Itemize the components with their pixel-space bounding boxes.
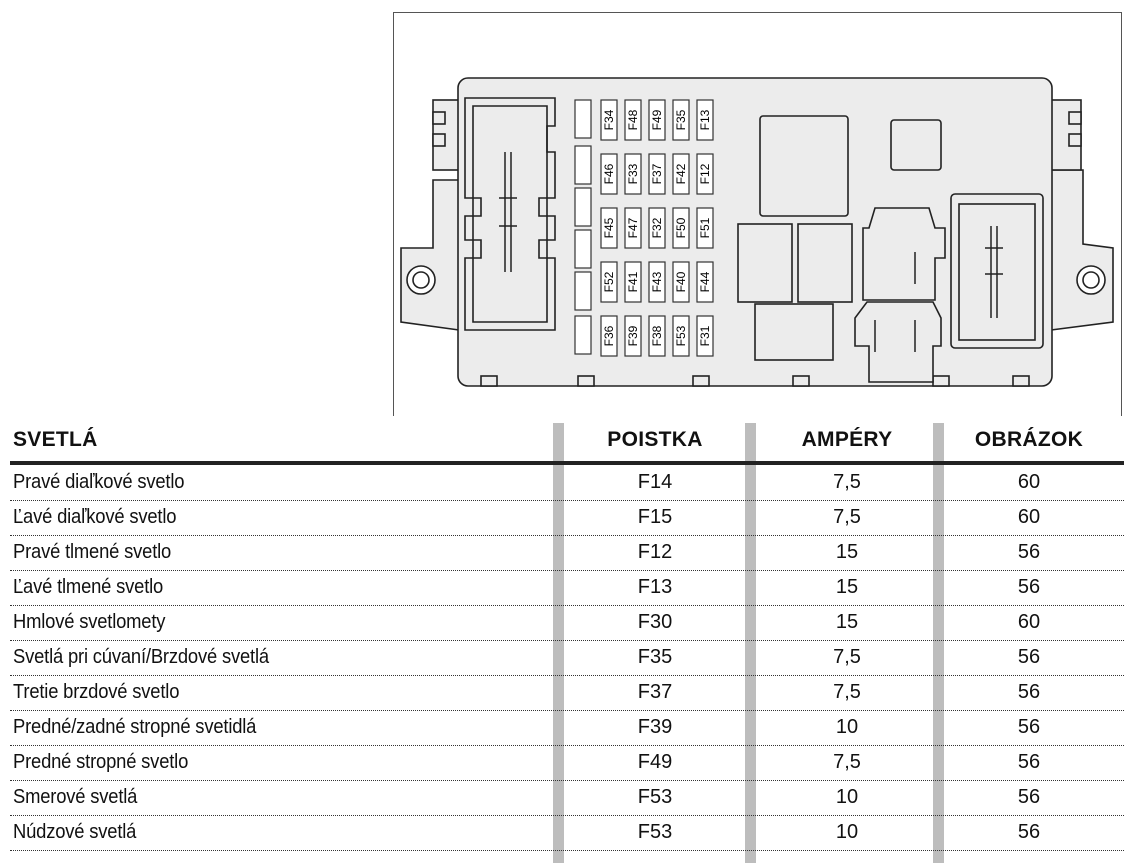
fuse-number-cell: F12 [637,541,673,563]
light-name-cell: Smerové svetlá [13,786,138,808]
amperage-cell: 7,5 [833,751,861,773]
relay-large [760,116,848,216]
right-mounting-ear [1051,170,1113,330]
fuse-label: F32 [650,217,664,239]
fuse-number-cell: F49 [637,751,673,773]
fuse-label: F52 [602,271,616,293]
light-name-cell: Predné stropné svetlo [13,751,189,773]
fuse-label: F40 [674,271,688,293]
light-name-cell: Pravé diaľkové svetlo [13,471,185,493]
fuse-label: F35 [674,109,688,131]
fuse-label: F37 [650,163,664,185]
fuse-number-cell: F30 [637,611,673,633]
amperage-cell: 10 [835,786,859,808]
fuse-label: F12 [698,163,712,185]
fuse-label: F36 [602,325,616,347]
light-name-cell: Hmlové svetlomety [13,611,166,633]
fuse-number-cell: F39 [637,716,673,738]
light-name-cell: Svetlá pri cúvaní/Brzdové svetlá [13,646,269,668]
relay-small-top [891,120,941,170]
figure-number-cell: 60 [1017,506,1041,528]
light-name-cell: Ľavé diaľkové svetlo [13,506,177,528]
figure-number-cell: 56 [1017,821,1041,843]
amperage-cell: 7,5 [833,646,861,668]
header-poistka: POISTKA [607,428,703,451]
fuse-label: F33 [626,163,640,185]
relay-bottom [755,304,833,360]
fuse-label: F47 [626,217,640,239]
figure-number-cell: 56 [1017,576,1041,598]
amperage-cell: 10 [835,716,859,738]
fuse-label: F41 [626,271,640,293]
light-name-cell: Núdzové svetlá [13,821,137,843]
amperage-cell: 7,5 [833,471,861,493]
figure-number-cell: 56 [1017,751,1041,773]
amperage-cell: 15 [835,541,859,563]
fuse-number-cell: F15 [637,506,673,528]
table-row [10,780,1124,816]
fuse-label: F45 [602,217,616,239]
header-obrazok: OBRÁZOK [974,428,1084,451]
fuse-label: F50 [674,217,688,239]
fuse-label: F44 [698,271,712,293]
amperage-cell: 7,5 [833,506,861,528]
figure-number-cell: 56 [1017,541,1041,563]
amperage-cell: 15 [835,611,859,633]
figure-number-cell: 60 [1017,471,1041,493]
header-svetla: SVETLÁ [13,428,98,451]
table-row [10,640,1124,676]
light-name-cell: Tretie brzdové svetlo [13,681,180,703]
figure-number-cell: 56 [1017,646,1041,668]
table-row [10,675,1124,711]
amperage-cell: 7,5 [833,681,861,703]
fuse-table [10,423,1124,863]
fuse-label: F13 [698,109,712,131]
fuse-label: F48 [626,109,640,131]
light-name-cell: Ľavé tlmené svetlo [13,576,164,598]
table-row [10,710,1124,746]
fuse-label: F53 [674,325,688,347]
fuse-label: F31 [698,325,712,347]
amperage-cell: 15 [835,576,859,598]
figure-number-cell: 60 [1017,611,1041,633]
plug-upper [863,208,945,300]
table-row [10,815,1124,851]
fuse-label: F46 [602,163,616,185]
fuse-label: F43 [650,271,664,293]
fuse-number-cell: F14 [637,471,673,493]
fuse-label: F49 [650,109,664,131]
fuse-number-cell: F37 [637,681,673,703]
table-row [10,605,1124,641]
fuse-label: F38 [650,325,664,347]
fuse-number-cell: F53 [637,821,673,843]
amperage-cell: 10 [835,821,859,843]
left-mounting-ear [401,180,459,330]
fuse-box-diagram [393,12,1122,416]
figure-number-cell: 56 [1017,786,1041,808]
fuse-label: F34 [602,109,616,131]
fuse-number-cell: F53 [637,786,673,808]
light-name-cell: Pravé tlmené svetlo [13,541,172,563]
table-row [10,465,1124,501]
fuse-label: F51 [698,217,712,239]
table-row [10,535,1124,571]
figure-number-cell: 56 [1017,716,1041,738]
fuse-number-cell: F35 [637,646,673,668]
fuse-label: F39 [626,325,640,347]
fuse-number-cell: F13 [637,576,673,598]
table-row [10,570,1124,606]
light-name-cell: Predné/zadné stropné svetidlá [13,716,257,738]
figure-number-cell: 56 [1017,681,1041,703]
fuse-label: F42 [674,163,688,185]
relay-left [738,224,792,302]
table-header [10,423,1124,465]
header-ampery: AMPÉRY [801,428,893,451]
relay-right [798,224,852,302]
table-row [10,745,1124,781]
table-row [10,500,1124,536]
